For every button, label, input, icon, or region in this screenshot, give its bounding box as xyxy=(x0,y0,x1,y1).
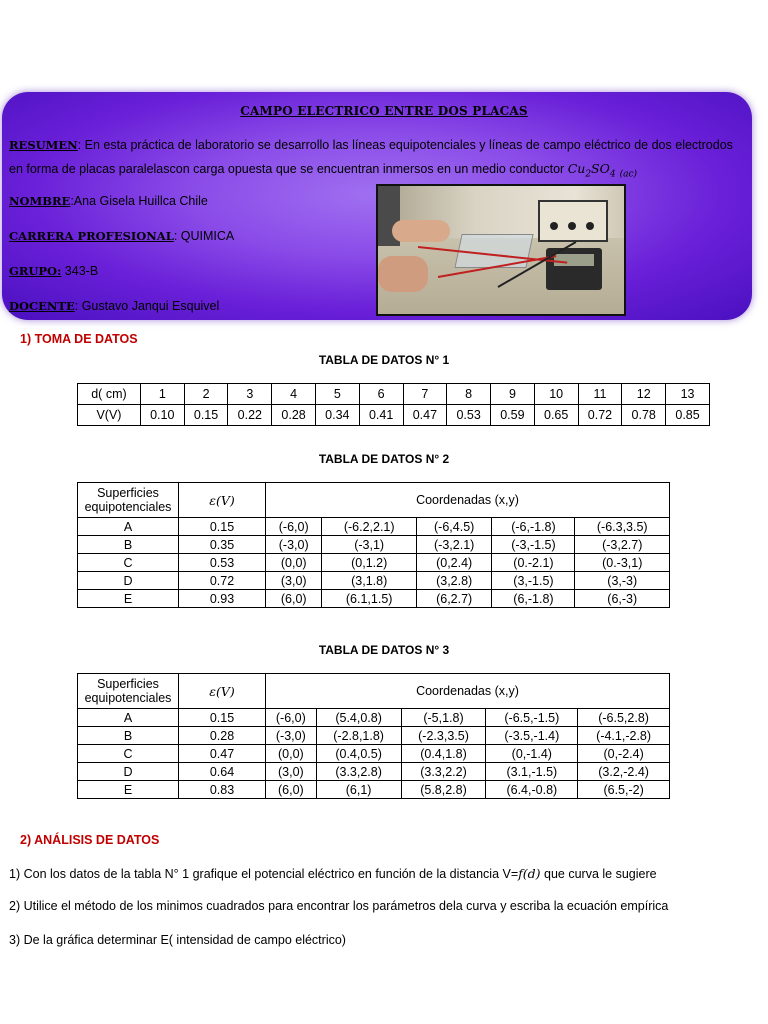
table-row xyxy=(78,518,670,536)
table-cell: (-3,2.7) xyxy=(575,536,670,554)
question-2: 2) Utilice el método de los minimos cuadrados para encontrar los parámetros dela curva y escriba la ecuación empírica xyxy=(9,899,669,913)
table-cell: (5.8,2.8) xyxy=(401,781,486,799)
table-row xyxy=(78,745,670,763)
table-cell: (-6.2,2.1) xyxy=(322,518,417,536)
table-cell: 2 xyxy=(184,384,228,405)
table-cell: (6,0) xyxy=(266,781,317,799)
table-cell: 9 xyxy=(491,384,535,405)
data-table-1 xyxy=(77,383,710,426)
data-table-2 xyxy=(77,482,670,608)
table-cell: (6.4,-0.8) xyxy=(486,781,578,799)
table-cell: (3,1.8) xyxy=(322,572,417,590)
table-cell: (-6.3,3.5) xyxy=(575,518,670,536)
table1-caption: TABLA DE DATOS N° 1 xyxy=(318,353,450,367)
data-table-3 xyxy=(77,673,670,799)
table-cell: (6,-3) xyxy=(575,590,670,608)
table-cell: (6.5,-2) xyxy=(578,781,670,799)
table-cell: (-4.1,-2.8) xyxy=(578,727,670,745)
table-row xyxy=(78,709,670,727)
table-cell: (-6,0) xyxy=(266,518,322,536)
table-cell: V(V) xyxy=(78,405,141,426)
table-cell: C xyxy=(78,554,179,572)
table-cell: (6,1) xyxy=(316,781,401,799)
header-cell: ε(V) xyxy=(179,674,266,709)
table-cell: (0,2.4) xyxy=(416,554,491,572)
table-cell: d( cm) xyxy=(78,384,141,405)
table-cell: (-3,1) xyxy=(322,536,417,554)
table-cell: (3,-1.5) xyxy=(492,572,575,590)
table-cell: C xyxy=(78,745,179,763)
table-cell: (-2.3,3.5) xyxy=(401,727,486,745)
table2-caption: TABLA DE DATOS N° 2 xyxy=(318,452,450,466)
header-cell: Coordenadas (x,y) xyxy=(266,674,670,709)
table-cell: B xyxy=(78,727,179,745)
table-cell: 0.10 xyxy=(140,405,184,426)
table-row xyxy=(78,781,670,799)
table-cell: (-5,1.8) xyxy=(401,709,486,727)
table-cell: 0.28 xyxy=(179,727,266,745)
header-cell: ε(V) xyxy=(179,483,266,518)
table-row xyxy=(78,763,670,781)
document-title: CAMPO ELECTRICO ENTRE DOS PLACAS xyxy=(240,104,528,118)
table-cell: 3 xyxy=(228,384,272,405)
table-cell: (0,-1.4) xyxy=(486,745,578,763)
nombre-field: NOMBRE:Ana Gisela Huillca Chile xyxy=(9,194,208,208)
resumen-paragraph xyxy=(9,134,734,187)
table-cell: 0.47 xyxy=(179,745,266,763)
docente-field: DOCENTE: Gustavo Janqui Esquivel xyxy=(9,299,220,313)
grupo-field: GRUPO: 343-B xyxy=(9,264,99,278)
table-cell: (0,-2.4) xyxy=(578,745,670,763)
lab-photo xyxy=(376,184,626,316)
table-cell: (0,0) xyxy=(266,745,317,763)
table-cell: 11 xyxy=(578,384,622,405)
table-cell: 7 xyxy=(403,384,447,405)
table-cell: E xyxy=(78,781,179,799)
section-analisis-de-datos: 2) ANÁLISIS DE DATOS xyxy=(20,833,160,847)
table-row xyxy=(78,572,670,590)
question-3: 3) De la gráfica determinar E( intensidad de campo eléctrico) xyxy=(9,933,346,947)
table-cell: 0.41 xyxy=(359,405,403,426)
table-cell: 0.64 xyxy=(179,763,266,781)
header-cell: Coordenadas (x,y) xyxy=(266,483,670,518)
table-cell: 0.59 xyxy=(491,405,535,426)
table-cell: D xyxy=(78,572,179,590)
table-cell: (-2.8,1.8) xyxy=(316,727,401,745)
table-cell: 13 xyxy=(666,384,710,405)
resumen-text: : En esta práctica de laboratorio se desarrollo las líneas equipotenciales y líneas de campo eléctrico de dos electrodos en forma de placas paralelascon carga opuesta que se encuentran inmersos en un medio conductor xyxy=(9,138,733,176)
table-cell: A xyxy=(78,518,179,536)
photo-hand xyxy=(378,256,428,292)
table-cell: 0.83 xyxy=(179,781,266,799)
carrera-field: CARRERA PROFESIONAL: QUIMICA xyxy=(9,229,235,243)
table-row xyxy=(78,536,670,554)
table-cell: 0.15 xyxy=(184,405,228,426)
table-cell: (-3.5,-1.4) xyxy=(486,727,578,745)
table-cell: 4 xyxy=(272,384,316,405)
table-cell: (0,0) xyxy=(266,554,322,572)
table-row xyxy=(78,727,670,745)
table-cell: 6 xyxy=(359,384,403,405)
table-cell: 0.85 xyxy=(666,405,710,426)
table-row xyxy=(78,590,670,608)
table3-caption: TABLA DE DATOS N° 3 xyxy=(318,643,450,657)
table-cell: (0.4,0.5) xyxy=(316,745,401,763)
table-cell: (0.-2.1) xyxy=(492,554,575,572)
table-cell: (3.1,-1.5) xyxy=(486,763,578,781)
table-cell: (0,1.2) xyxy=(322,554,417,572)
resumen-label: RESUMEN xyxy=(9,138,78,152)
table-cell: (3.3,2.8) xyxy=(316,763,401,781)
table-cell: (-3,2.1) xyxy=(416,536,491,554)
table-cell: 0.35 xyxy=(179,536,266,554)
table-cell: E xyxy=(78,590,179,608)
table-cell: 0.65 xyxy=(534,405,578,426)
table-cell: (0.-3,1) xyxy=(575,554,670,572)
table-cell: 8 xyxy=(447,384,491,405)
table-cell: (3,0) xyxy=(266,763,317,781)
table-cell: (3,-3) xyxy=(575,572,670,590)
table-cell: (5.4,0.8) xyxy=(316,709,401,727)
table-cell: 0.15 xyxy=(179,518,266,536)
table-cell: 0.22 xyxy=(228,405,272,426)
table-cell: 0.93 xyxy=(179,590,266,608)
table-cell: (-6,0) xyxy=(266,709,317,727)
section-toma-de-datos: 1) TOMA DE DATOS xyxy=(20,332,138,346)
table-cell: A xyxy=(78,709,179,727)
table-cell: 0.47 xyxy=(403,405,447,426)
table-cell: (6.1,1.5) xyxy=(322,590,417,608)
header-cell: Superficies equipotenciales xyxy=(78,674,179,709)
table-cell: (-6.5,2.8) xyxy=(578,709,670,727)
table-cell: 12 xyxy=(622,384,666,405)
table-cell: 5 xyxy=(315,384,359,405)
table-cell: (-6,-1.8) xyxy=(492,518,575,536)
table-cell: 0.72 xyxy=(578,405,622,426)
table-cell: 0.53 xyxy=(179,554,266,572)
header-cell: Superficies equipotenciales xyxy=(78,483,179,518)
chemical-formula: $Cu_2SO_4$ $_{(ac)}$ xyxy=(567,161,638,180)
table-cell: (-3,-1.5) xyxy=(492,536,575,554)
table-cell: (3.3,2.2) xyxy=(401,763,486,781)
table-cell: (-6,4.5) xyxy=(416,518,491,536)
table-cell: 0.34 xyxy=(315,405,359,426)
photo-hand xyxy=(392,220,450,242)
table-cell: B xyxy=(78,536,179,554)
table-row xyxy=(78,554,670,572)
table-cell: D xyxy=(78,763,179,781)
table-cell: (6,2.7) xyxy=(416,590,491,608)
photo-power-supply xyxy=(538,200,608,242)
table-cell: (-3,0) xyxy=(266,536,322,554)
table-cell: 0.78 xyxy=(622,405,666,426)
table-cell: (0.4,1.8) xyxy=(401,745,486,763)
table-cell: (3.2,-2.4) xyxy=(578,763,670,781)
table-cell: (-3,0) xyxy=(266,727,317,745)
table-cell: 10 xyxy=(534,384,578,405)
table-cell: (6,0) xyxy=(266,590,322,608)
table-cell: (6,-1.8) xyxy=(492,590,575,608)
question-1: 1) Con los datos de la tabla N° 1 grafique el potencial eléctrico en función de la distancia V=f(d) que curva le sugiere xyxy=(9,866,657,881)
table-cell: 0.28 xyxy=(272,405,316,426)
table-cell: 0.15 xyxy=(179,709,266,727)
table-cell: (3,2.8) xyxy=(416,572,491,590)
table-cell: 0.53 xyxy=(447,405,491,426)
table-cell: 0.72 xyxy=(179,572,266,590)
table-cell: (-6.5,-1.5) xyxy=(486,709,578,727)
table-cell: (3,0) xyxy=(266,572,322,590)
table-cell: 1 xyxy=(140,384,184,405)
